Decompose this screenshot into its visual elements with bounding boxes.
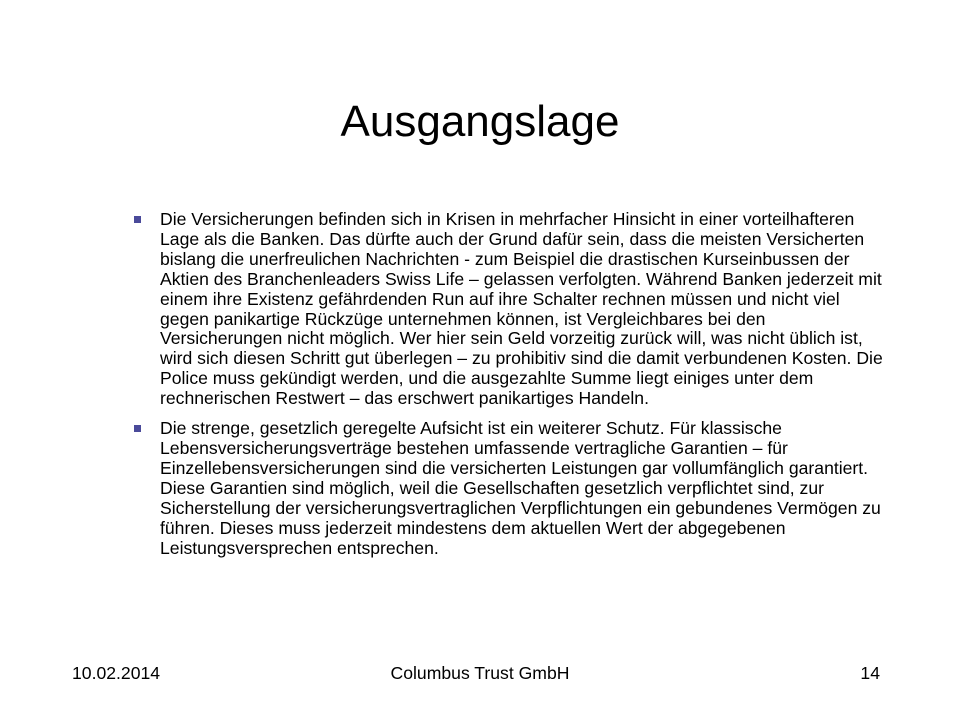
- bullet-text: Die Versicherungen befinden sich in Krisen in mehrfacher Hinsicht in einer vorteilhafteren Lage als die Banken. Das dürfte auch der Grund dafür sein, dass die meisten Versicherten bislang die unerfreulichen Nachrichten - zum Beispiel die drastischen Kurseinbussen der Aktien des Branchenleaders Swiss Life – gelassen verfolgten. Während Banken jederzeit mit einem ihre Existenz gefährdenden Run auf ihre Schalter rechnen müssen und nicht viel gegen panikartige Rückzüge unternehmen können, ist Vergleichbares bei den Versicherungen nicht möglich. Wer hier sein Geld vorzeitig zurück will, was nicht üblich ist, wird sich diesen Schritt gut überlegen – zu prohibitiv sind die damit verbundenen Kosten. Die Police muss gekündigt werden, und die ausgezahlte Summe liegt einiges unter dem rechnerischen Restwert – das erschwert panikartiges Handeln.: [160, 209, 883, 409]
- bullet-text: Die strenge, gesetzlich geregelte Aufsicht ist ein weiterer Schutz. Für klassische Lebensversicherungsverträge bestehen umfassende vertragliche Garantien – für Einzellebensversicherungen sind die versicherten Leistungen gar vollumfänglich garantiert. Diese Garantien sind möglich, weil die Gesellschaften gesetzlich verpflichtet sind, zur Sicherstellung der versicherungsvertraglichen Verpflichtungen ein gebundenes Vermögen zu führen. Dieses muss jederzeit mindestens dem aktuellen Wert der abgegebenen Leistungsversprechen entsprechen.: [160, 418, 881, 558]
- slide-content: [128, 210, 888, 568]
- bullet-item: [128, 419, 888, 558]
- square-bullet-icon: [134, 216, 141, 223]
- square-bullet-icon: [134, 425, 141, 432]
- footer-date: 10.02.2014: [72, 663, 161, 683]
- slide-title: Ausgangslage: [340, 97, 620, 146]
- footer-company: Columbus Trust GmbH: [390, 663, 570, 683]
- bullet-item: [128, 210, 888, 409]
- footer-page-number: 14: [860, 663, 880, 683]
